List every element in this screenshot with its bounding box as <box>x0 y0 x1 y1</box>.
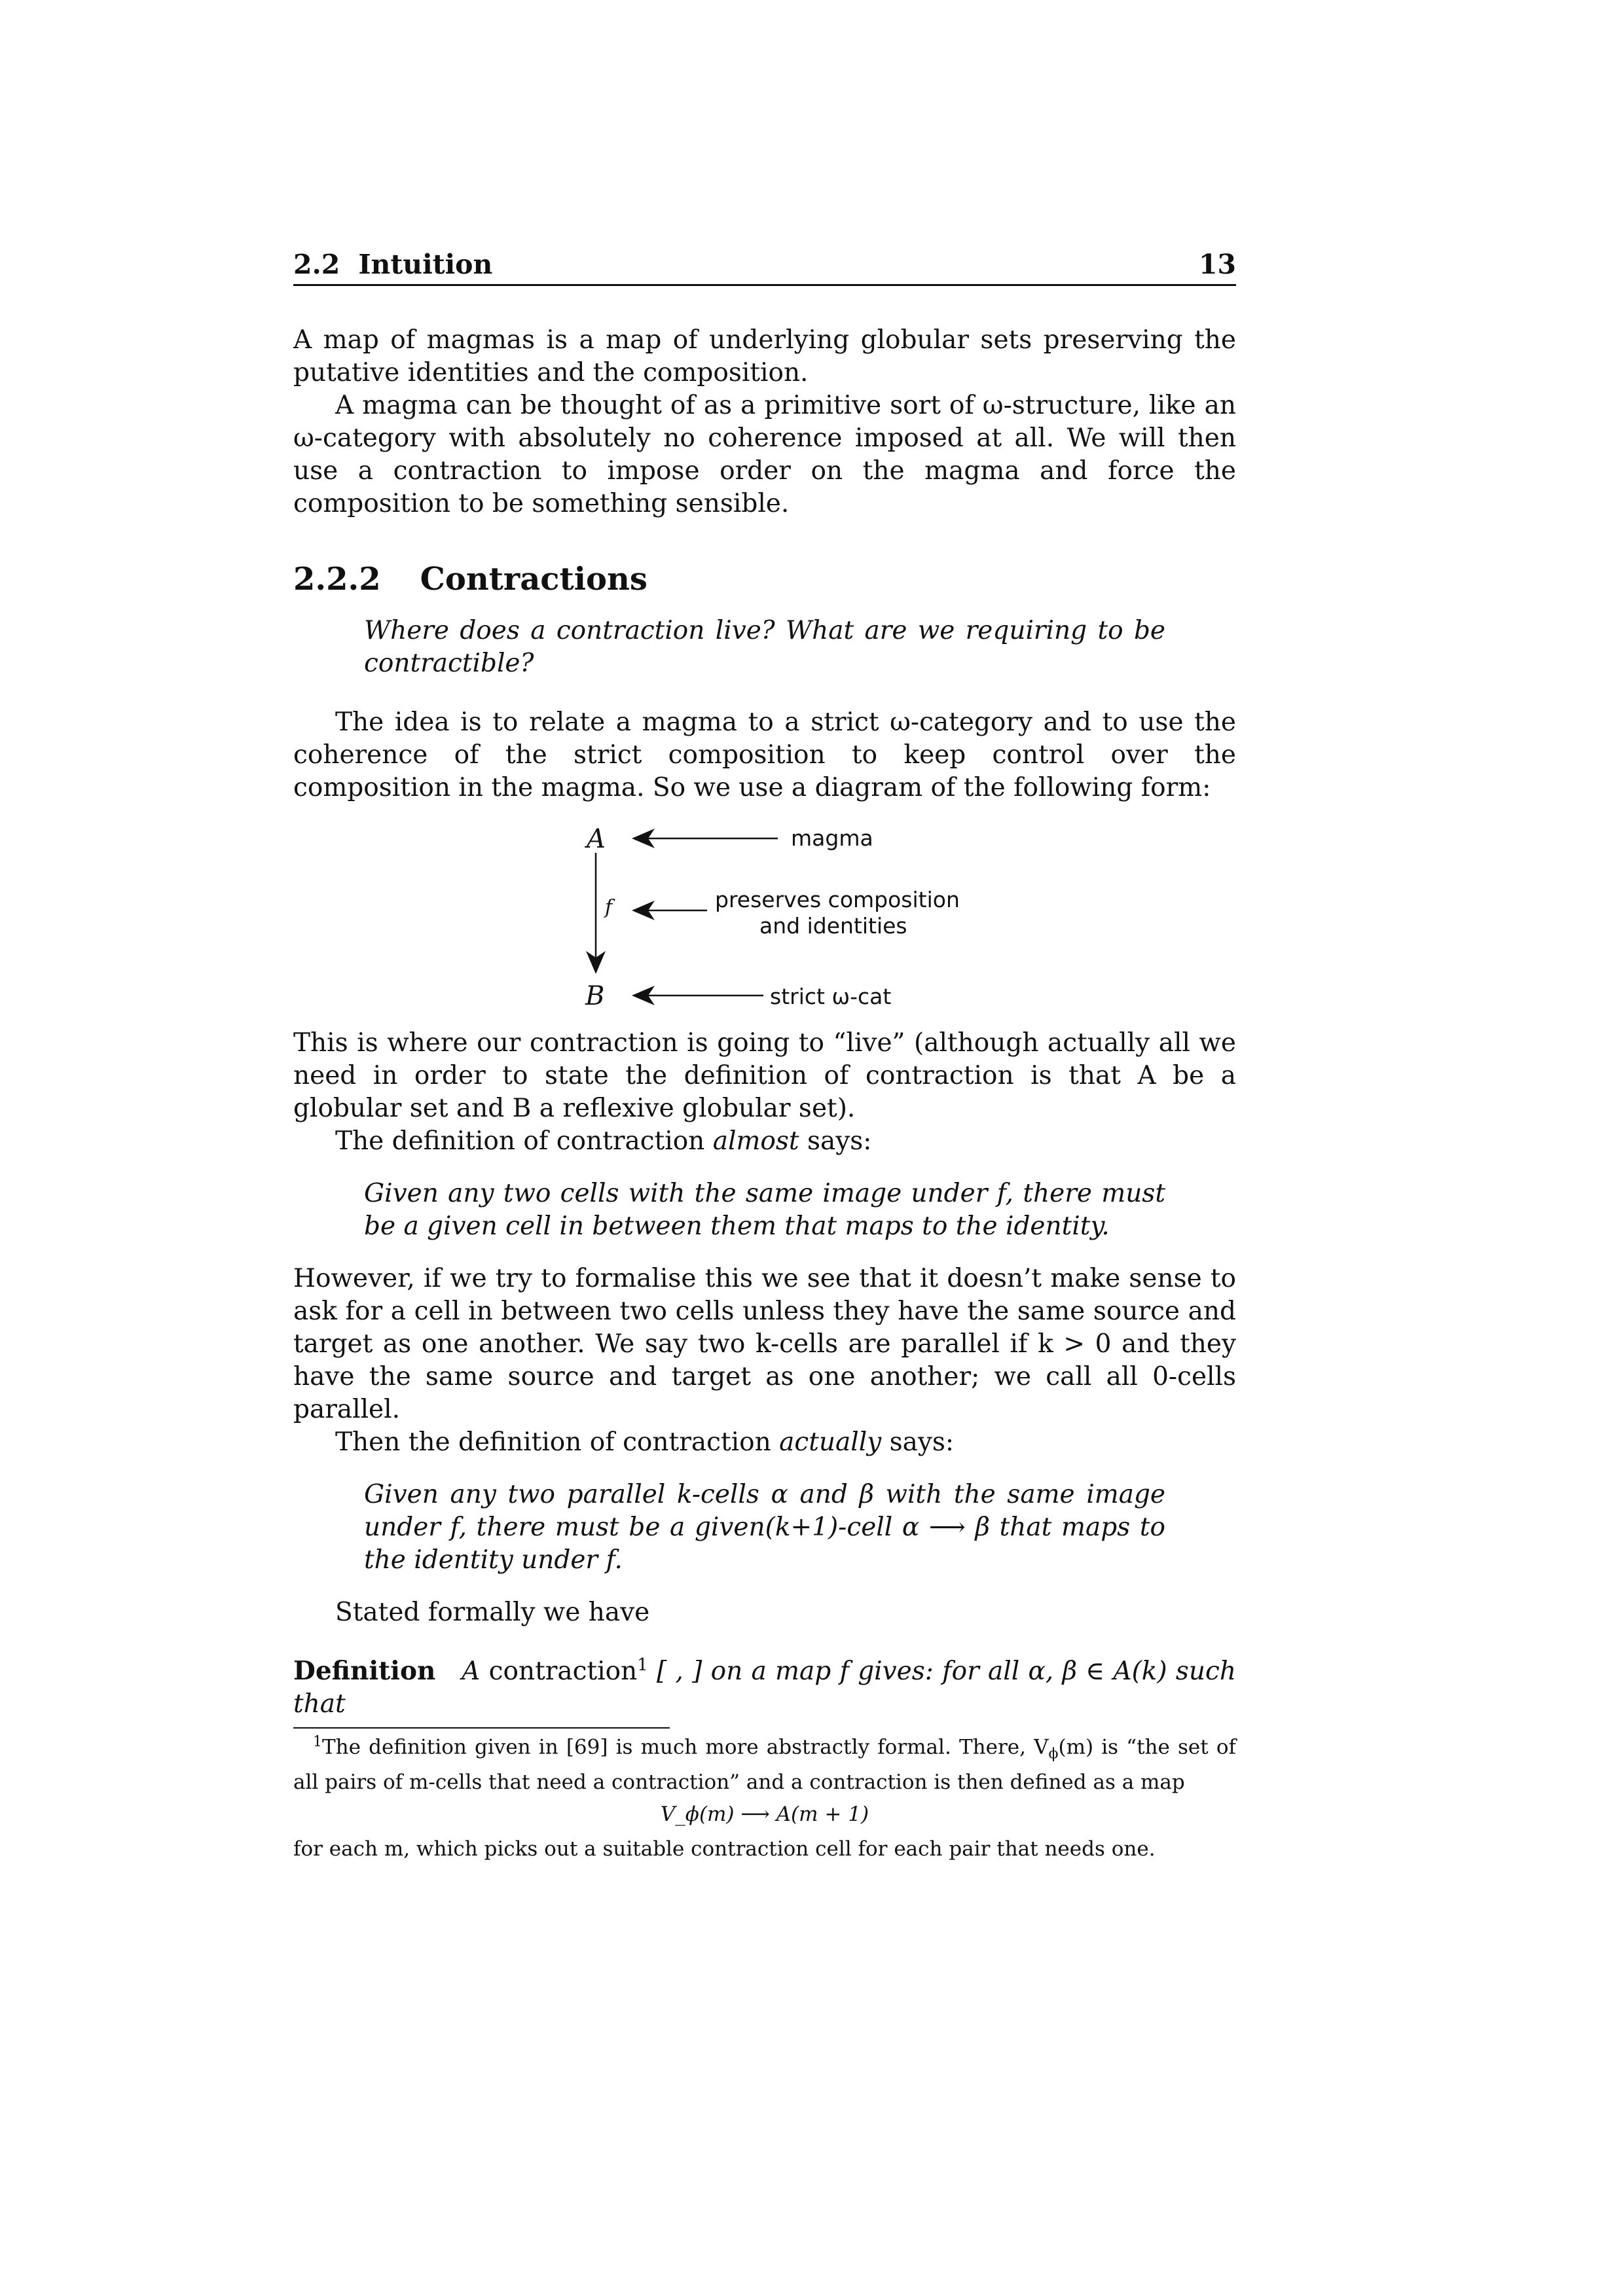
subsection-heading <box>293 561 1236 598</box>
para5-pre: The definition of contraction <box>335 1126 713 1156</box>
para5-emphasis: almost <box>712 1126 799 1156</box>
page-number: 13 <box>1198 249 1236 280</box>
running-head <box>293 249 1236 286</box>
label-preserves-line1: preserves composition <box>715 887 960 912</box>
paragraph-magma-maps: A map of magmas is a map of underlying globular sets preserving the putative identities and the composition. <box>293 325 1236 387</box>
footnote <box>293 1729 1236 1796</box>
page-body <box>293 249 1236 1863</box>
label-magma: magma <box>791 825 873 851</box>
subsection-number: 2.2.2 <box>293 561 381 598</box>
definition-contraction <box>293 1649 1236 1721</box>
quote-almost: Given any two cells with the same image under f, there must be a given cell in between them that maps to the identity. <box>364 1179 1165 1241</box>
footnote-closing: for each m, which picks out a suitable contraction cell for each pair that needs one. <box>293 1837 1156 1861</box>
paragraph-idea: The idea is to relate a magma to a strict ω-category and to use the coherence of the strict composition to keep control over the composition in the magma. So we use a diagram of the following form: <box>293 708 1236 802</box>
paragraph-actually <box>293 1426 1236 1459</box>
footnote-number: 1 <box>313 1734 322 1750</box>
guiding-question: Where does a contraction live? What are we requiring to be contractible? <box>364 616 1165 678</box>
definition-title: Definition <box>293 1656 436 1686</box>
footnote-subscript: ϕ <box>1048 1746 1059 1763</box>
paragraph-magma-intuition: A magma can be thought of as a primitive sort of ω-structure, like an ω-category with absolutely no coherence imposed at all. We will then use a contraction to impose order on the magma and force the composition to be something sensible. <box>293 391 1236 518</box>
subsection-title: Contractions <box>420 561 647 598</box>
node-b: B <box>585 981 605 1011</box>
section-title: Intuition <box>358 249 493 280</box>
quote-actually: Given any two parallel k-cells α and β with the same image under f, there must be a given(k+1)-cell α ⟶ β that maps to the identity under f. <box>364 1480 1165 1575</box>
contraction-diagram <box>293 819 1236 1009</box>
paragraph-stated-formally: Stated formally we have <box>335 1598 650 1627</box>
node-a: A <box>587 824 606 854</box>
para7-emphasis: actually <box>779 1427 882 1457</box>
definition-rest: [ , ] on a map f gives: for all α, β ∈ A(k) such that <box>293 1657 1236 1719</box>
paragraph-almost <box>293 1125 1236 1158</box>
para5-post: says: <box>799 1126 872 1156</box>
definition-term: contraction <box>488 1657 638 1686</box>
footnote-text-1: The definition given in [69] is much more abstractly formal. There, V <box>322 1735 1049 1759</box>
footnote-text-2: (m) is “the set of all pairs of m-cells that need a contraction” and a contraction is then defined as a map <box>293 1735 1236 1794</box>
footnote-mark[interactable]: 1 <box>637 1655 648 1675</box>
paragraph-parallel: However, if we try to formalise this we see that it doesn’t make sense to ask for a cell in between two cells unless they have the same source and target as one another. We say two k-cells are parallel if k > 0 and they have the same source and target as one another; we call all 0-cells parallel. <box>293 1264 1236 1424</box>
para7-pre: Then the definition of contraction <box>335 1427 780 1457</box>
label-strict: strict ω-cat <box>770 984 892 1009</box>
footnote-display-map: V_ϕ(m) ⟶ A(m + 1) <box>660 1802 869 1826</box>
arrow-label-f: f <box>605 896 613 919</box>
definition-a: A <box>462 1657 481 1686</box>
paragraph-live: This is where our contraction is going to “live” (although actually all we need in order to state the definition of contraction is that A be a globular set and B a reflexive globular set). <box>293 1028 1236 1123</box>
label-preserves-line2: and identities <box>759 913 907 939</box>
section-number: 2.2 <box>293 249 340 280</box>
para7-post: says: <box>881 1427 955 1457</box>
